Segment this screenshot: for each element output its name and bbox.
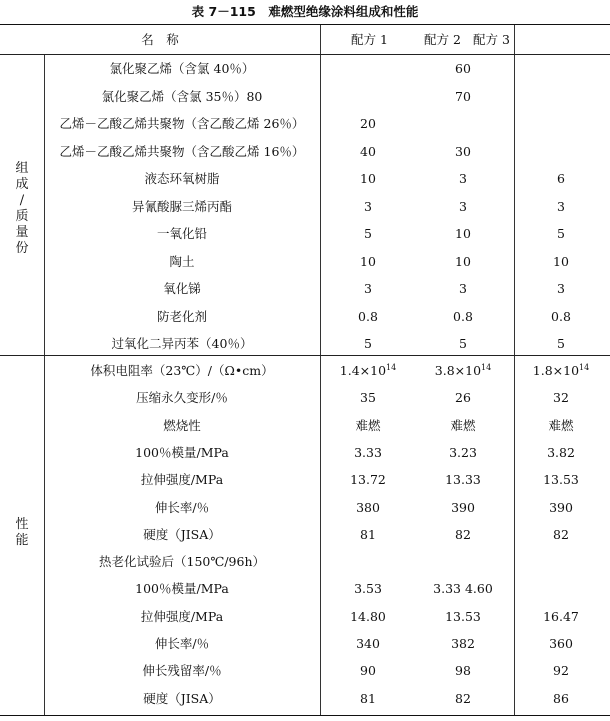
row-value-3: 0.8 xyxy=(551,308,571,324)
row-value-2: 60 xyxy=(455,61,471,76)
row-name: 伸长率/％ xyxy=(154,636,210,651)
row-value-3: 10 xyxy=(553,253,569,269)
data-table: 名 称 配方 1 配方 2 配方 3 组 成 / 质 量 份 性 能 氯化聚乙烯（含氯 40％） 60 氯化聚乙烯（含氯 35％）80 70 乙烯－乙酸乙烯共聚物（含乙酸乙烯 26％） 20 乙烯－乙酸乙烯共聚物（含乙酸乙烯 16％） 40 30 液态环氧树脂 10 3 6 异氰酸脲三烯丙酯 3 3 3 一氧化铅 5 10 5 陶土 10 10 10 氧化锑 3 3 3 防老化剂 0.8 0.8 0.8 过氧化二异丙苯（40％） 5 5 5 体积电阻率（23℃）/（Ω•cm） $1.4\times 10^{14}$ $3.8\times 10^{14}$ $1.8\times 10^{14}$ 压缩永久变形/％ 35 26 32 燃烧性 难燃 难燃 难燃 100％模量/MPa 3.33 3.23 3.82 拉伸强度/MPa 13.72 13.33 13.53 伸长率/％ 380 390 390 硬度（JISA） 81 82 82 热老化试验后（150℃/96h） 100％模量/MPa 3.53 3.33 4.60 拉伸强度/MPa 14.80 13.53 16.47 伸长率/％ 340 382 360 伸长残留率/％ 90 98 92 硬度（JISA） 81 82 86 xyxy=(0,24,610,716)
row-name: 氧化锑 xyxy=(163,281,201,296)
row-value-3: 6 xyxy=(557,171,565,186)
row-value-3: 92 xyxy=(553,663,569,679)
row-value-1: 3.33 xyxy=(354,444,382,460)
row-name: 氯化聚乙烯（含氯 35％）80 xyxy=(101,88,263,104)
header-formula-3: 配方 3 xyxy=(473,32,510,47)
header-formula-2: 配方 2 xyxy=(424,32,461,47)
row-value-2: 3 xyxy=(459,171,467,186)
row-value-3: 3.82 xyxy=(547,444,575,460)
row-name: 拉伸强度/MPa xyxy=(140,608,224,624)
row-value-3: 16.47 xyxy=(543,608,579,624)
section-divider xyxy=(0,355,610,356)
row-value-2: 10 xyxy=(455,226,471,241)
row-value-3: 3 xyxy=(557,198,565,214)
header-name: 名 称 xyxy=(141,32,179,47)
row-value-3: 难燃 xyxy=(548,417,574,433)
row-value-2: 70 xyxy=(455,88,471,104)
row-value-2: 10 xyxy=(455,253,471,269)
row-value-1: 0.8 xyxy=(358,308,378,324)
row-value-1: 难燃 xyxy=(355,417,381,433)
row-value-1: 10 xyxy=(360,171,376,186)
row-value-3: 86 xyxy=(553,690,569,706)
row-value-2: 82 xyxy=(455,526,471,542)
row-name: 一氧化铅 xyxy=(156,226,207,241)
row-value-2: 30 xyxy=(455,143,471,159)
row-value-1: 40 xyxy=(360,143,376,159)
row-value-3: 3 xyxy=(557,281,565,296)
row-value-3: 360 xyxy=(549,636,573,651)
row-name: 100％模量/MPa xyxy=(135,581,229,597)
column-divider xyxy=(514,25,515,715)
row-value-2: 3.23 xyxy=(449,444,477,460)
row-value-2: 5 xyxy=(459,336,467,351)
row-value-1: 5 xyxy=(364,226,372,241)
row-name: 拉伸强度/MPa xyxy=(140,472,224,488)
row-value-2: $3.8\times 10^{14}$ xyxy=(434,362,492,378)
header-formula-1: 配方 1 xyxy=(351,32,388,47)
row-value-3: $1.8\times 10^{14}$ xyxy=(532,362,590,378)
exponent: 14 xyxy=(386,362,397,372)
row-value-2: 难燃 xyxy=(450,417,476,433)
row-value-1: 340 xyxy=(356,636,380,651)
row-name: 燃烧性 xyxy=(163,417,201,433)
row-value-3: 390 xyxy=(549,499,573,515)
row-value-2: 26 xyxy=(455,390,471,406)
row-value-1: 20 xyxy=(360,116,376,131)
row-value-2: 13.53 xyxy=(445,608,481,624)
row-value-2: 0.8 xyxy=(453,308,473,324)
row-value-1: 3.53 xyxy=(354,581,382,597)
row-name: 伸长残留率/％ xyxy=(142,663,222,679)
row-value-3: 32 xyxy=(553,390,569,406)
row-value-2: 98 xyxy=(455,663,471,679)
row-value-1: $1.4\times 10^{14}$ xyxy=(339,362,397,378)
row-name: 异氰酸脲三烯丙酯 xyxy=(131,198,232,214)
column-divider xyxy=(320,25,321,715)
header-divider xyxy=(0,54,610,55)
row-value-2: 3 xyxy=(459,198,467,214)
row-value-2: 82 xyxy=(455,690,471,706)
row-name: 100％模量/MPa xyxy=(135,444,229,460)
row-value-3: 13.53 xyxy=(543,472,579,488)
row-value-3: 5 xyxy=(557,336,565,351)
exponent: 14 xyxy=(579,362,590,372)
row-value-2: 3.33 4.60 xyxy=(433,581,493,597)
row-name: 压缩永久变形/％ xyxy=(136,390,228,406)
row-value-2: 3 xyxy=(459,281,467,296)
row-name: 过氧化二异丙苯（40％） xyxy=(111,336,253,351)
row-name: 硬度（JISA） xyxy=(143,526,221,542)
row-name: 伸长率/％ xyxy=(154,499,210,515)
exponent: 14 xyxy=(481,362,492,372)
row-value-1: 380 xyxy=(356,499,380,515)
row-value-1: 14.80 xyxy=(350,608,386,624)
row-name: 防老化剂 xyxy=(156,308,207,324)
row-value-1: 13.72 xyxy=(350,472,386,488)
row-value-2: 390 xyxy=(451,499,475,515)
row-value-1: 10 xyxy=(360,253,376,269)
row-value-2: 382 xyxy=(451,636,475,651)
row-value-1: 81 xyxy=(360,690,376,706)
row-name: 氯化聚乙烯（含氯 40％） xyxy=(109,61,255,76)
row-name: 乙烯－乙酸乙烯共聚物（含乙酸乙烯 26％） xyxy=(59,116,305,131)
row-value-1: 5 xyxy=(364,336,372,351)
row-value-1: 35 xyxy=(360,390,376,406)
row-name: 体积电阻率（23℃）/（Ω•cm） xyxy=(90,363,274,378)
row-value-1: 3 xyxy=(364,198,372,214)
row-name: 乙烯－乙酸乙烯共聚物（含乙酸乙烯 16％） xyxy=(59,143,305,159)
row-name: 陶土 xyxy=(169,253,195,269)
table-caption: 表 7－115 难燃型绝缘涂料组成和性能 xyxy=(191,4,419,19)
row-value-3: 82 xyxy=(553,526,569,542)
row-value-3: 5 xyxy=(557,226,565,241)
row-value-1: 90 xyxy=(360,663,376,679)
row-name: 热老化试验后（150℃/96h） xyxy=(98,554,265,570)
row-name: 液态环氧树脂 xyxy=(144,171,220,186)
row-value-1: 3 xyxy=(364,281,372,296)
row-value-2: 13.33 xyxy=(445,472,481,488)
row-name: 硬度（JISA） xyxy=(143,690,221,706)
row-value-1: 81 xyxy=(360,526,376,542)
